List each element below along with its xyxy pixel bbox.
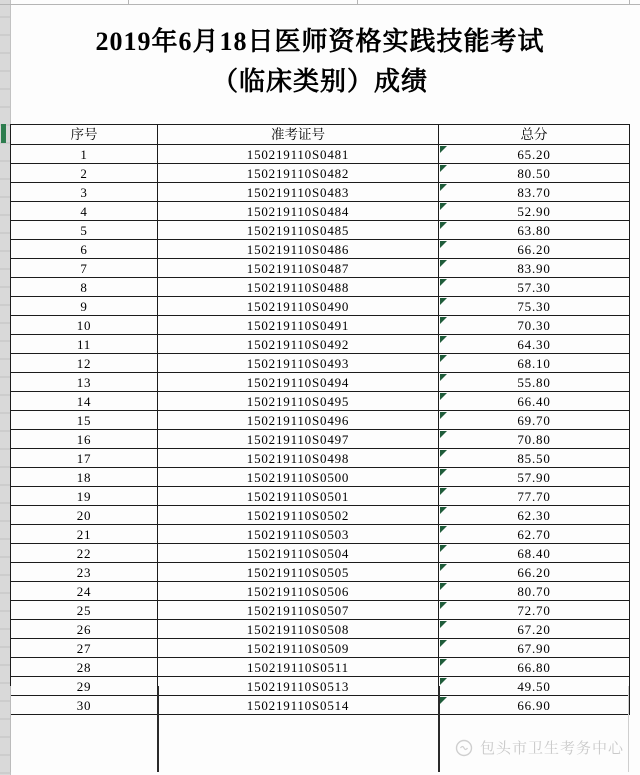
row-index-cell: 8 [11, 278, 158, 297]
stored-as-text-indicator-icon [440, 678, 447, 685]
admission-number-cell: 150219110S0513 [158, 677, 439, 696]
stored-as-text-indicator-icon [440, 602, 447, 609]
row-index-cell: 17 [11, 449, 158, 468]
score-cell: 66.20 [439, 563, 630, 582]
table-row [11, 563, 630, 582]
admission-number-cell: 150219110S0507 [158, 601, 439, 620]
table-border-continuation [10, 686, 11, 772]
score-cell: 68.10 [439, 354, 630, 373]
stored-as-text-indicator-icon [440, 279, 447, 286]
score-cell: 66.40 [439, 392, 630, 411]
row-index-cell: 24 [11, 582, 158, 601]
row-index-cell: 13 [11, 373, 158, 392]
admission-number-cell: 150219110S0491 [158, 316, 439, 335]
table-row [11, 677, 630, 696]
score-cell: 57.90 [439, 468, 630, 487]
stored-as-text-indicator-icon [440, 222, 447, 229]
table-row [11, 373, 630, 392]
admission-number-cell: 150219110S0494 [158, 373, 439, 392]
page-title-line1: 2019年6月18日医师资格实践技能考试 [95, 27, 545, 56]
stored-as-text-indicator-icon [440, 488, 447, 495]
score-table [10, 124, 630, 715]
row-index-cell: 20 [11, 506, 158, 525]
score-cell: 70.80 [439, 430, 630, 449]
score-cell: 80.50 [439, 164, 630, 183]
stored-as-text-indicator-icon [440, 697, 447, 704]
table-row [11, 240, 630, 259]
score-table-body [11, 145, 630, 715]
stored-as-text-indicator-icon [440, 640, 447, 647]
column-header-seq: 序号 [11, 125, 158, 145]
table-row [11, 259, 630, 278]
score-cell: 66.90 [439, 696, 630, 715]
admission-number-cell: 150219110S0486 [158, 240, 439, 259]
row-index-cell: 1 [11, 145, 158, 164]
table-row [11, 544, 630, 563]
row-index-cell: 19 [11, 487, 158, 506]
score-cell: 67.90 [439, 639, 630, 658]
score-cell: 52.90 [439, 202, 630, 221]
table-row [11, 449, 630, 468]
table-row [11, 335, 630, 354]
admission-number-cell: 150219110S0503 [158, 525, 439, 544]
admission-number-cell: 150219110S0493 [158, 354, 439, 373]
row-index-cell: 11 [11, 335, 158, 354]
table-row [11, 696, 630, 715]
column-divider-continuation [157, 686, 159, 772]
table-row [11, 487, 630, 506]
column-header-admission-number: 准考证号 [158, 125, 439, 145]
stored-as-text-indicator-icon [440, 431, 447, 438]
admission-number-cell: 150219110S0498 [158, 449, 439, 468]
admission-number-cell: 150219110S0505 [158, 563, 439, 582]
table-row [11, 468, 630, 487]
admission-number-cell: 150219110S0500 [158, 468, 439, 487]
stored-as-text-indicator-icon [440, 260, 447, 267]
admission-number-cell: 150219110S0487 [158, 259, 439, 278]
admission-number-cell: 150219110S0514 [158, 696, 439, 715]
admission-number-cell: 150219110S0509 [158, 639, 439, 658]
admission-number-cell: 150219110S0483 [158, 183, 439, 202]
table-row [11, 525, 630, 544]
table-border-continuation [628, 686, 629, 772]
stored-as-text-indicator-icon [440, 621, 447, 628]
stored-as-text-indicator-icon [440, 336, 447, 343]
stored-as-text-indicator-icon [440, 393, 447, 400]
stored-as-text-indicator-icon [440, 564, 447, 571]
admission-number-cell: 150219110S0497 [158, 430, 439, 449]
table-row [11, 582, 630, 601]
row-index-cell: 25 [11, 601, 158, 620]
score-cell: 66.20 [439, 240, 630, 259]
admission-number-cell: 150219110S0488 [158, 278, 439, 297]
row-index-cell: 10 [11, 316, 158, 335]
row-index-cell: 22 [11, 544, 158, 563]
row-index-cell: 12 [11, 354, 158, 373]
row-index-cell: 26 [11, 620, 158, 639]
page-title-line2: （临床类别）成绩 [211, 67, 428, 96]
table-row [11, 316, 630, 335]
stored-as-text-indicator-icon [440, 374, 447, 381]
score-cell: 70.30 [439, 316, 630, 335]
table-row [11, 392, 630, 411]
score-cell: 69.70 [439, 411, 630, 430]
admission-number-cell: 150219110S0490 [158, 297, 439, 316]
score-cell: 57.30 [439, 278, 630, 297]
score-cell: 83.70 [439, 183, 630, 202]
admission-number-cell: 150219110S0481 [158, 145, 439, 164]
watermark-text: 包头市卫生考务中心 [479, 741, 624, 757]
stored-as-text-indicator-icon [440, 412, 447, 419]
admission-number-cell: 150219110S0511 [158, 658, 439, 677]
score-cell: 67.20 [439, 620, 630, 639]
stored-as-text-indicator-icon [440, 298, 447, 305]
table-row [11, 297, 630, 316]
gridline [357, 0, 358, 5]
stored-as-text-indicator-icon [440, 241, 447, 248]
admission-number-cell: 150219110S0492 [158, 335, 439, 354]
table-row [11, 183, 630, 202]
gridline [629, 0, 630, 5]
score-cell: 75.30 [439, 297, 630, 316]
admission-number-cell: 150219110S0504 [158, 544, 439, 563]
row-index-cell: 7 [11, 259, 158, 278]
row-index-cell: 9 [11, 297, 158, 316]
score-cell: 66.80 [439, 658, 630, 677]
stored-as-text-indicator-icon [440, 659, 447, 666]
admission-number-cell: 150219110S0495 [158, 392, 439, 411]
circle-emblem-icon [455, 739, 473, 757]
header-row [11, 125, 630, 145]
score-cell: 80.70 [439, 582, 630, 601]
score-cell: 68.40 [439, 544, 630, 563]
score-cell: 72.70 [439, 601, 630, 620]
row-index-cell: 30 [11, 696, 158, 715]
row-index-cell: 6 [11, 240, 158, 259]
row-index-cell: 28 [11, 658, 158, 677]
stored-as-text-indicator-icon [440, 146, 447, 153]
stored-as-text-indicator-icon [440, 165, 447, 172]
score-cell: 83.90 [439, 259, 630, 278]
row-index-cell: 2 [11, 164, 158, 183]
column-header-total-score: 总分 [439, 125, 630, 145]
stored-as-text-indicator-icon [440, 469, 447, 476]
admission-number-cell: 150219110S0501 [158, 487, 439, 506]
header-row-marker [1, 124, 6, 143]
stored-as-text-indicator-icon [440, 450, 447, 457]
score-cell: 49.50 [439, 677, 630, 696]
stored-as-text-indicator-icon [440, 355, 447, 362]
table-row [11, 164, 630, 183]
row-index-cell: 15 [11, 411, 158, 430]
row-index-cell: 27 [11, 639, 158, 658]
admission-number-cell: 150219110S0506 [158, 582, 439, 601]
admission-number-cell: 150219110S0485 [158, 221, 439, 240]
table-row [11, 145, 630, 164]
stored-as-text-indicator-icon [440, 526, 447, 533]
stored-as-text-indicator-icon [440, 317, 447, 324]
row-index-cell: 18 [11, 468, 158, 487]
stored-as-text-indicator-icon [440, 507, 447, 514]
table-row [11, 354, 630, 373]
table-row [11, 411, 630, 430]
table-row [11, 430, 630, 449]
table-row [11, 221, 630, 240]
row-index-cell: 21 [11, 525, 158, 544]
table-row [11, 601, 630, 620]
gridline [128, 0, 129, 5]
score-cell: 62.30 [439, 506, 630, 525]
score-cell: 85.50 [439, 449, 630, 468]
admission-number-cell: 150219110S0508 [158, 620, 439, 639]
stored-as-text-indicator-icon [440, 583, 447, 590]
score-cell: 62.70 [439, 525, 630, 544]
score-cell: 64.30 [439, 335, 630, 354]
admission-number-cell: 150219110S0484 [158, 202, 439, 221]
stored-as-text-indicator-icon [440, 184, 447, 191]
row-index-cell: 3 [11, 183, 158, 202]
table-row [11, 506, 630, 525]
row-index-cell: 5 [11, 221, 158, 240]
row-index-cell: 4 [11, 202, 158, 221]
admission-number-cell: 150219110S0496 [158, 411, 439, 430]
row-index-cell: 29 [11, 677, 158, 696]
gridline [0, 4, 640, 5]
table-row [11, 202, 630, 221]
row-index-cell: 16 [11, 430, 158, 449]
admission-number-cell: 150219110S0482 [158, 164, 439, 183]
score-cell: 77.70 [439, 487, 630, 506]
page-title [10, 22, 630, 102]
table-row [11, 639, 630, 658]
score-cell: 63.80 [439, 221, 630, 240]
score-cell: 65.20 [439, 145, 630, 164]
score-cell: 55.80 [439, 373, 630, 392]
column-divider-continuation [438, 686, 440, 772]
admission-number-cell: 150219110S0502 [158, 506, 439, 525]
stored-as-text-indicator-icon [440, 203, 447, 210]
table-row [11, 278, 630, 297]
row-index-cell: 14 [11, 392, 158, 411]
stored-as-text-indicator-icon [440, 545, 447, 552]
row-index-cell: 23 [11, 563, 158, 582]
table-row [11, 620, 630, 639]
watermark [455, 737, 624, 758]
table-row [11, 658, 630, 677]
